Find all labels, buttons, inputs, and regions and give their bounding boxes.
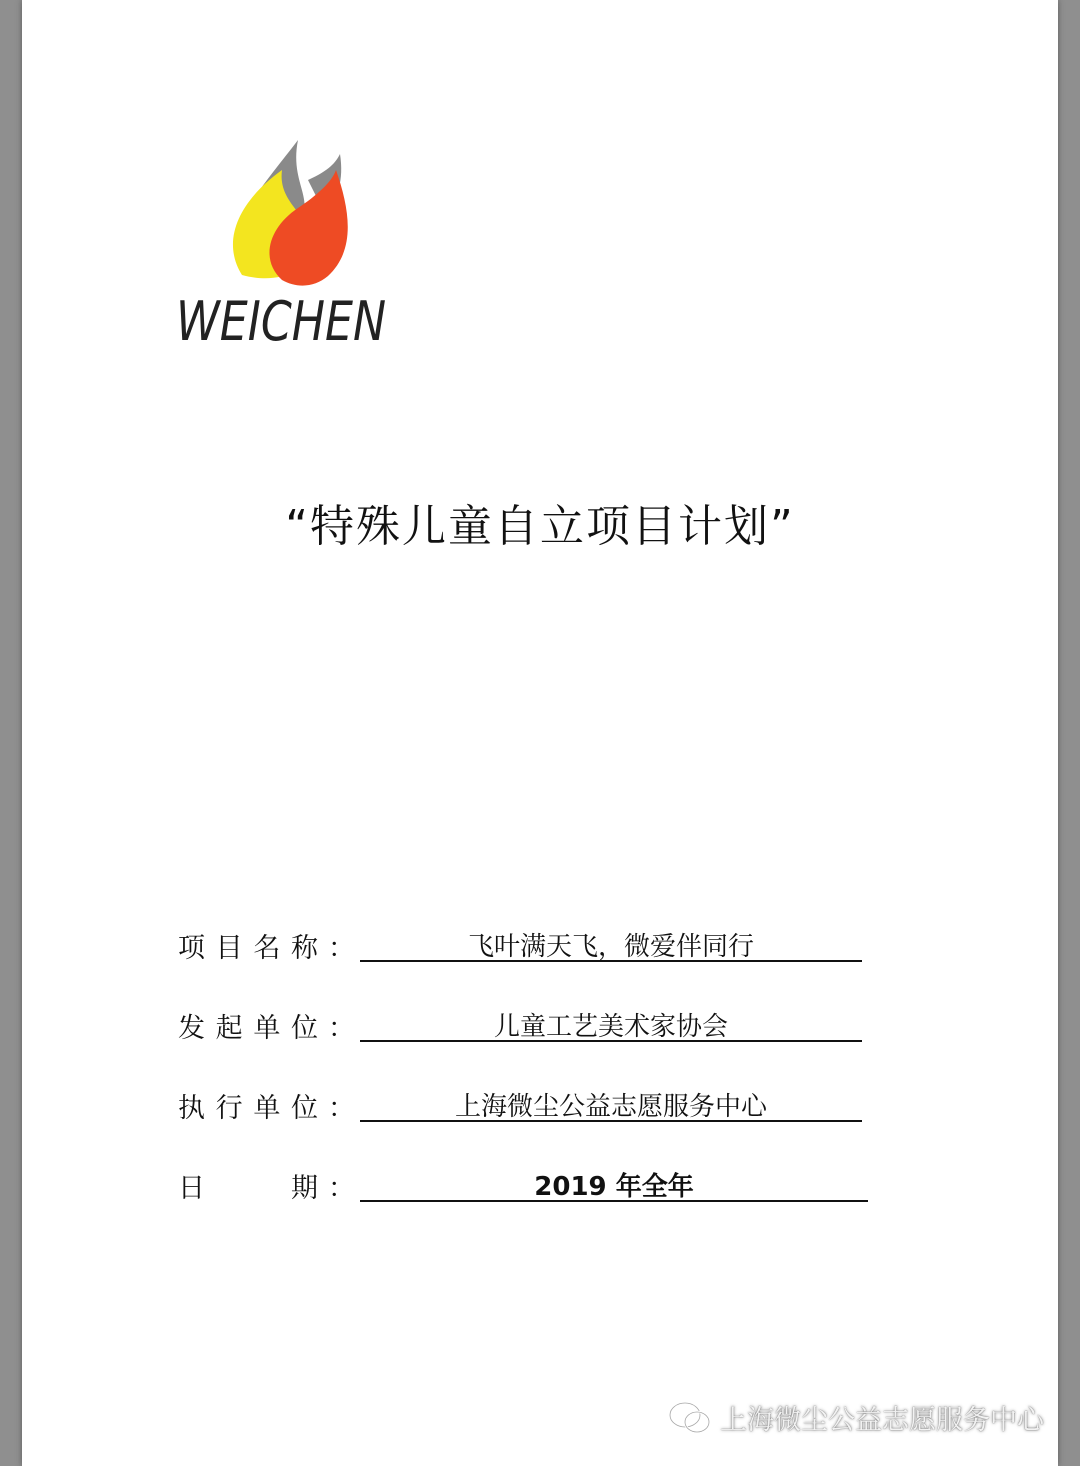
weichen-logo: [172, 140, 412, 360]
watermark-text: 上海微尘公益志愿服务中心: [720, 1405, 1044, 1436]
field-project-name: [178, 920, 898, 970]
field-executor: [178, 1080, 898, 1130]
field-value: 上海微尘公益志愿服务中心: [454, 1092, 767, 1122]
field-colon: ：: [328, 1013, 355, 1044]
field-colon: ：: [328, 933, 355, 964]
field-underline: [360, 1164, 868, 1202]
field-initiator: [178, 1000, 898, 1050]
field-colon: ：: [328, 1173, 355, 1204]
field-label: 发 起 单 位: [178, 1013, 318, 1044]
field-value: 飞叶满天飞，微爱伴同行: [467, 932, 754, 962]
field-date: [178, 1160, 898, 1210]
field-label: 执 行 单 位: [178, 1093, 318, 1124]
field-underline: [360, 1004, 862, 1042]
wechat-watermark: [668, 1398, 1044, 1437]
logo-wordmark: WEICHEN: [176, 290, 387, 353]
field-label: 日 期: [178, 1173, 318, 1204]
document-page: [22, 0, 1058, 1466]
wechat-icon: [668, 1400, 712, 1436]
field-colon: ：: [328, 1093, 355, 1124]
field-underline: [360, 1084, 862, 1122]
field-label: 项 目 名 称: [178, 933, 318, 964]
field-value: 儿童工艺美术家协会: [493, 1012, 728, 1042]
flame-icon: [220, 140, 350, 290]
document-title: “特殊儿童自立项目计划”: [285, 501, 795, 552]
field-underline: [360, 924, 862, 962]
field-value: 2019 年全年: [534, 1172, 694, 1202]
